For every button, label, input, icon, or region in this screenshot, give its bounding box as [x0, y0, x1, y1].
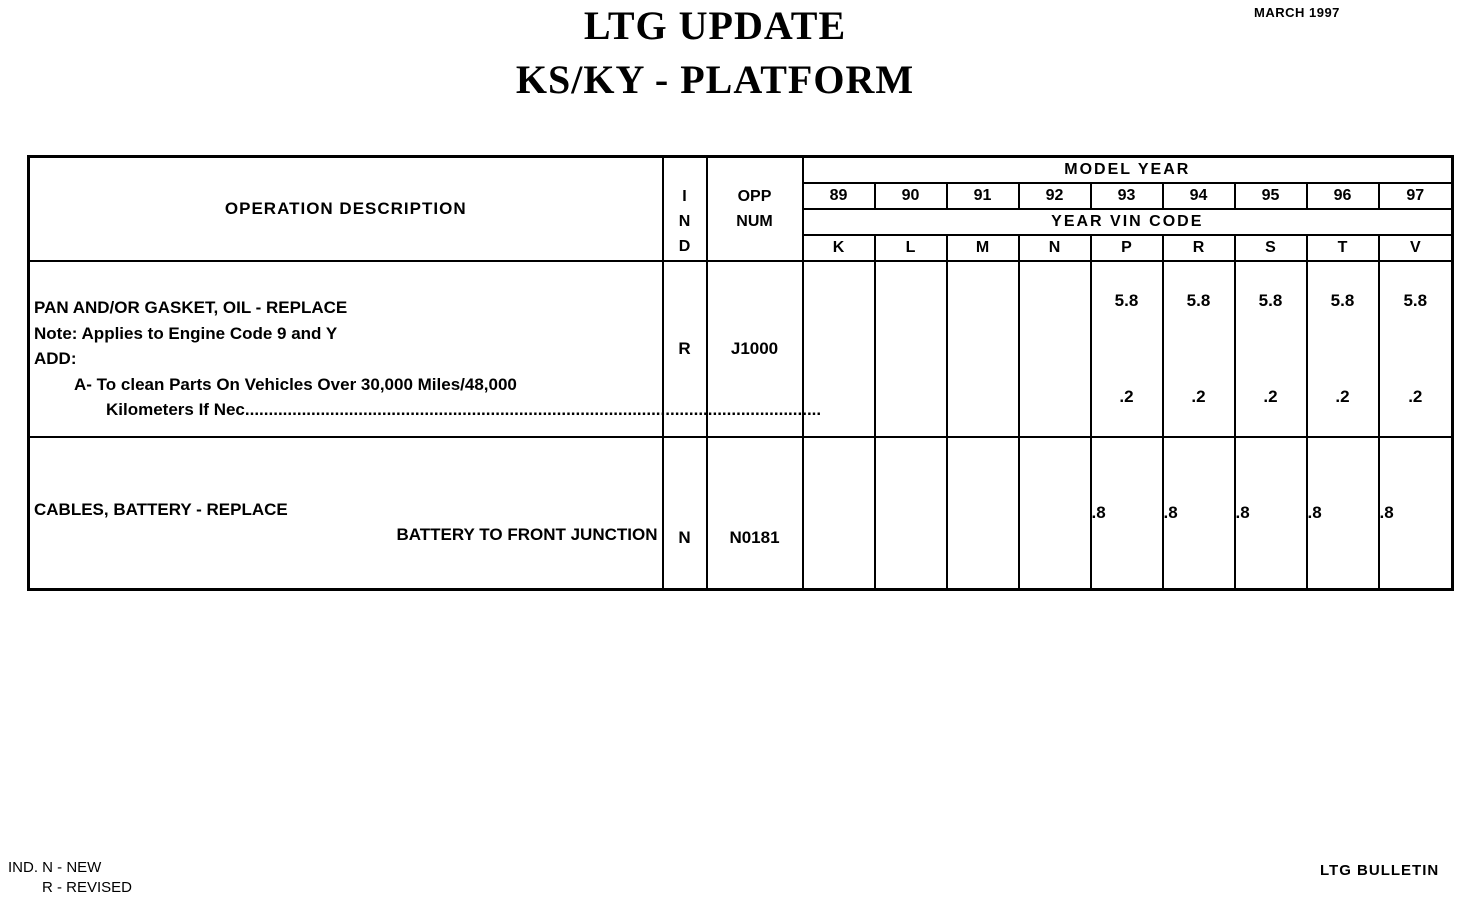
num-label: NUM — [736, 213, 773, 230]
value-add: .2 — [1263, 387, 1278, 406]
value-cell: .8 — [1235, 437, 1307, 590]
value-cell — [803, 437, 875, 590]
ind-cell: R — [663, 261, 707, 437]
value-cell: .8 — [1163, 437, 1235, 590]
labor-time-table — [27, 155, 1454, 591]
year-cell: 94 — [1163, 183, 1235, 209]
value-cell — [1019, 261, 1091, 437]
operation-title: PAN AND/OR GASKET, OIL - REPLACE — [34, 298, 348, 318]
value-cell — [1379, 261, 1453, 437]
year-cell: 89 — [803, 183, 875, 209]
legend-revised: R - REVISED — [42, 879, 133, 896]
opp-num-header — [707, 157, 803, 262]
value-cell — [875, 261, 947, 437]
value-cell — [1307, 261, 1379, 437]
value-cell — [875, 437, 947, 590]
indicator-legend — [8, 858, 132, 898]
bulletin-date: MARCH 1997 — [1254, 5, 1340, 20]
opp-num-cell: J1000 — [707, 261, 803, 437]
value-cell — [947, 437, 1019, 590]
operation-add-item: A- To clean Parts On Vehicles Over 30,000 Miles/48,000 — [74, 374, 517, 394]
ind-letter-i: I — [682, 188, 687, 205]
bulletin-label: LTG BULLETIN — [1320, 862, 1440, 879]
value-add: .2 — [1335, 387, 1350, 406]
opp-num-cell: N0181 — [707, 437, 803, 590]
vin-code-cell: N — [1019, 235, 1091, 261]
operation-add-item-text: Kilometers If Nec — [106, 400, 245, 420]
vin-code-cell: S — [1235, 235, 1307, 261]
value-base: 5.8 — [1258, 291, 1283, 310]
vin-code-cell: L — [875, 235, 947, 261]
operation-description-cell — [29, 437, 663, 590]
operation-description-header: OPERATION DESCRIPTION — [29, 157, 663, 262]
year-cell: 93 — [1091, 183, 1163, 209]
header-row-model-year — [29, 157, 1453, 184]
value-cell: .8 — [1307, 437, 1379, 590]
value-cell — [947, 261, 1019, 437]
year-cell: 92 — [1019, 183, 1091, 209]
operation-subtitle: BATTERY TO FRONT JUNCTION — [396, 525, 658, 544]
title-line-2: KS/KY - PLATFORM — [515, 57, 915, 102]
table-row — [29, 437, 1453, 590]
title-line-1: LTG UPDATE — [583, 3, 847, 48]
value-add: .2 — [1408, 387, 1423, 406]
value-base: 5.8 — [1403, 291, 1428, 310]
ind-cell: N — [663, 437, 707, 590]
value-base: 5.8 — [1330, 291, 1355, 310]
year-cell: 95 — [1235, 183, 1307, 209]
year-cell: 91 — [947, 183, 1019, 209]
value-cell — [1163, 261, 1235, 437]
value-base: 5.8 — [1114, 291, 1139, 310]
ind-letter-n: N — [678, 213, 691, 230]
legend-new: IND. N - NEW — [8, 859, 102, 876]
opp-label: OPP — [737, 188, 772, 205]
value-cell — [1235, 261, 1307, 437]
value-cell — [1019, 437, 1091, 590]
operation-note: Note: Applies to Engine Code 9 and Y — [34, 323, 338, 343]
operation-add-label: ADD: — [34, 349, 77, 369]
vin-code-cell: V — [1379, 235, 1453, 261]
value-base: 5.8 — [1186, 291, 1211, 310]
year-vin-code-header: YEAR VIN CODE — [803, 209, 1453, 235]
year-cell: 97 — [1379, 183, 1453, 209]
vin-code-cell: P — [1091, 235, 1163, 261]
ind-header — [663, 157, 707, 262]
ind-letter-d: D — [678, 238, 691, 255]
vin-code-cell: T — [1307, 235, 1379, 261]
value-cell: .8 — [1379, 437, 1453, 590]
model-year-header: MODEL YEAR — [803, 157, 1453, 184]
dot-leader: .......................................................................................................................... — [244, 400, 822, 420]
operation-title: CABLES, BATTERY - REPLACE — [34, 499, 288, 519]
value-add: .2 — [1191, 387, 1206, 406]
value-cell: .8 — [1091, 437, 1163, 590]
vin-code-cell: M — [947, 235, 1019, 261]
year-cell: 90 — [875, 183, 947, 209]
operation-add-item-cont — [34, 400, 822, 426]
year-cell: 96 — [1307, 183, 1379, 209]
value-add: .2 — [1119, 387, 1134, 406]
table-row — [29, 261, 1453, 437]
vin-code-cell: R — [1163, 235, 1235, 261]
value-cell — [1091, 261, 1163, 437]
vin-code-cell: K — [803, 235, 875, 261]
